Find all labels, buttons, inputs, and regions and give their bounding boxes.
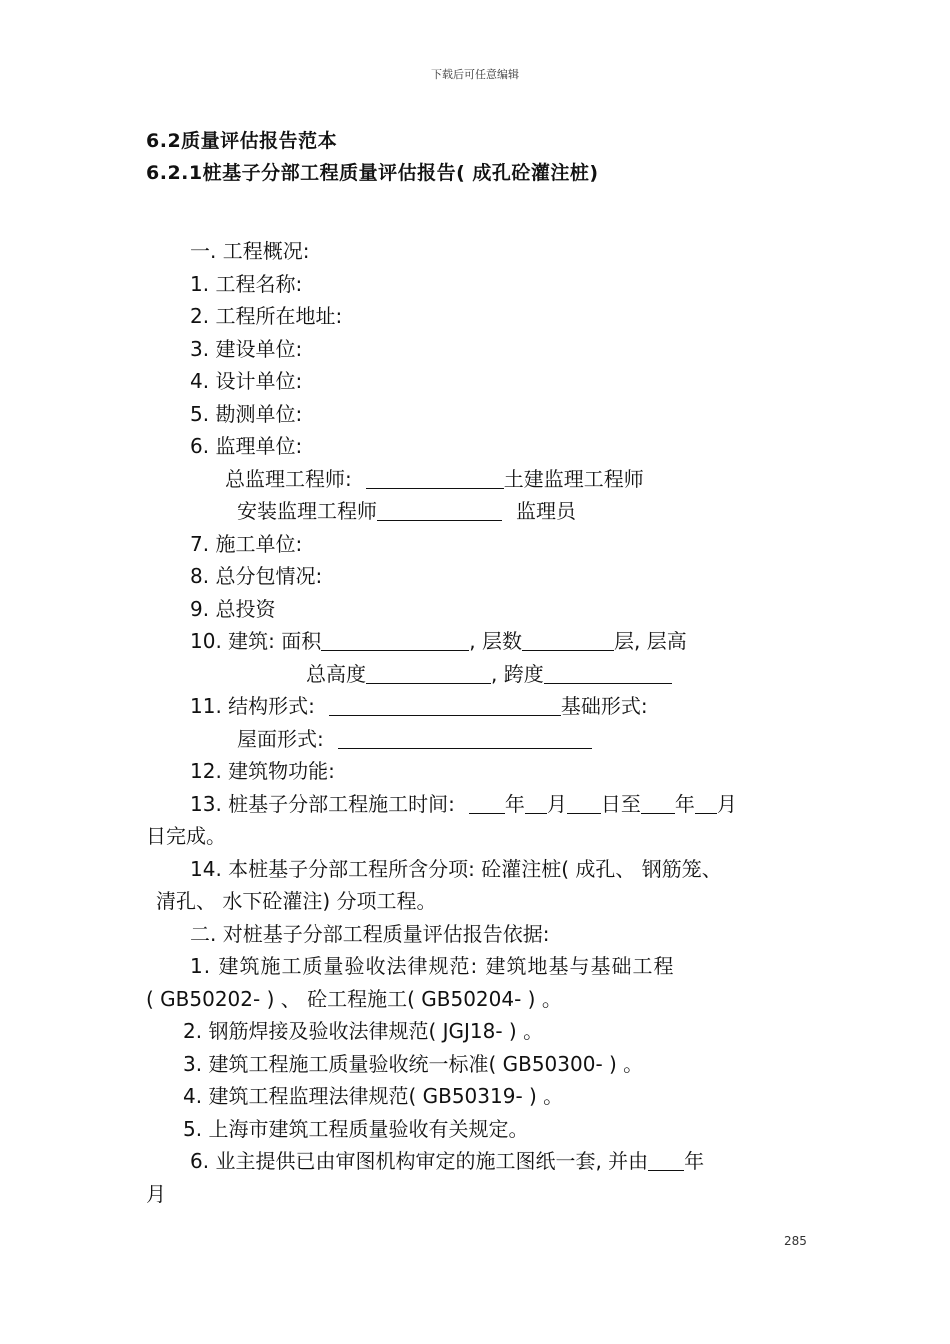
area-field[interactable] (321, 630, 469, 651)
building-height-line (306, 661, 672, 687)
floors-label: , 层数 (469, 629, 522, 653)
basis-item-3: 3. 建筑工程施工质量验收统一标准( GB50300- ) 。 (183, 1052, 644, 1076)
structure-label: 11. 结构形式: (190, 694, 315, 718)
year-label: 年 (504, 792, 525, 816)
span-field[interactable] (544, 663, 672, 684)
chief-engineer-label: 总监理工程师: (225, 467, 352, 491)
item-owner: 3. 建设单位: (190, 337, 303, 361)
basis-item-2: 2. 钢筋焊接及验收法律规范( JGJ18- ) 。 (183, 1019, 544, 1043)
structure-field[interactable] (329, 695, 561, 716)
construction-time-label: 13. 桩基子分部工程施工时间: (190, 792, 455, 816)
basis-item-1: 1. 建筑施工质量验收法律规范: 建筑地基与基础工程 (190, 954, 675, 978)
item-designer: 4. 设计单位: (190, 369, 303, 393)
report-title: 6.2.1桩基子分部工程质量评估报告( 成孔砼灌注桩) (146, 162, 599, 184)
chief-engineer-line (225, 466, 644, 492)
building-area-line (190, 628, 687, 654)
install-engineer-field[interactable] (377, 500, 502, 521)
item-surveyor: 5. 勘测单位: (190, 402, 303, 426)
overview-heading: 一. 工程概况: (190, 239, 310, 263)
item-supervisor-unit: 6. 监理单位: (190, 434, 303, 458)
install-engineer-label: 安装监理工程师 (237, 499, 377, 523)
roof-line (237, 726, 592, 752)
section-title: 6.2质量评估报告范本 (146, 130, 338, 152)
start-year-field[interactable] (469, 793, 505, 814)
end-month-field[interactable] (695, 793, 717, 814)
drawing-year-field[interactable] (648, 1150, 684, 1171)
supervisor-label: 监理员 (516, 499, 576, 523)
basis-item-4: 4. 建筑工程监理法律规范( GB50319- ) 。 (183, 1084, 564, 1108)
year-label: 年 (684, 1149, 705, 1173)
basis-item-1-cont: ( GB50202- ) 、 砼工程施工( GB50204- ) 。 (146, 987, 562, 1011)
start-month-field[interactable] (525, 793, 547, 814)
foundation-label: 基础形式: (560, 694, 648, 718)
basis-item-5: 5. 上海市建筑工程质量验收有关规定。 (183, 1117, 529, 1141)
basis-item-6 (190, 1148, 704, 1174)
item-investment: 9. 总投资 (190, 597, 276, 621)
month-label: 月 (716, 792, 737, 816)
basis-item-6-cont: 月 (146, 1182, 166, 1206)
total-height-field[interactable] (366, 663, 491, 684)
item-project-name: 1. 工程名称: (190, 272, 303, 296)
item-function: 12. 建筑物功能: (190, 759, 335, 783)
item-contractor: 7. 施工单位: (190, 532, 303, 556)
span-label: , 跨度 (491, 662, 544, 686)
roof-label: 屋面形式: (237, 727, 324, 751)
item-subdivisions-cont: 清孔、 水下砼灌注) 分项工程。 (156, 889, 437, 913)
chief-engineer-field[interactable] (366, 468, 504, 489)
roof-field[interactable] (338, 728, 592, 749)
start-day-field[interactable] (567, 793, 601, 814)
page-number: 285 (784, 1234, 807, 1248)
item-project-address: 2. 工程所在地址: (190, 304, 343, 328)
completion-text: 日完成。 (146, 824, 226, 848)
floors-field[interactable] (522, 630, 614, 651)
item-subcontract: 8. 总分包情况: (190, 564, 323, 588)
install-engineer-line (237, 498, 576, 524)
month-label: 月 (546, 792, 567, 816)
day-to-label: 日至 (600, 792, 641, 816)
page-header: 下载后可任意编辑 (431, 68, 519, 81)
item-subdivisions: 14. 本桩基子分部工程所含分项: 砼灌注桩( 成孔、 钢筋笼、 (190, 857, 722, 881)
basis-heading: 二. 对桩基子分部工程质量评估报告依据: (190, 922, 550, 946)
construction-time-line (190, 791, 737, 817)
basis-item-6-text: 6. 业主提供已由审图机构审定的施工图纸一套, 并由 (190, 1149, 649, 1173)
end-year-field[interactable] (641, 793, 675, 814)
total-height-label: 总高度 (306, 662, 366, 686)
building-area-label: 10. 建筑: 面积 (190, 629, 322, 653)
floor-height-label: 层, 层高 (613, 629, 687, 653)
year-label: 年 (674, 792, 695, 816)
structure-line (190, 693, 648, 719)
civil-engineer-label: 土建监理工程师 (503, 467, 644, 491)
